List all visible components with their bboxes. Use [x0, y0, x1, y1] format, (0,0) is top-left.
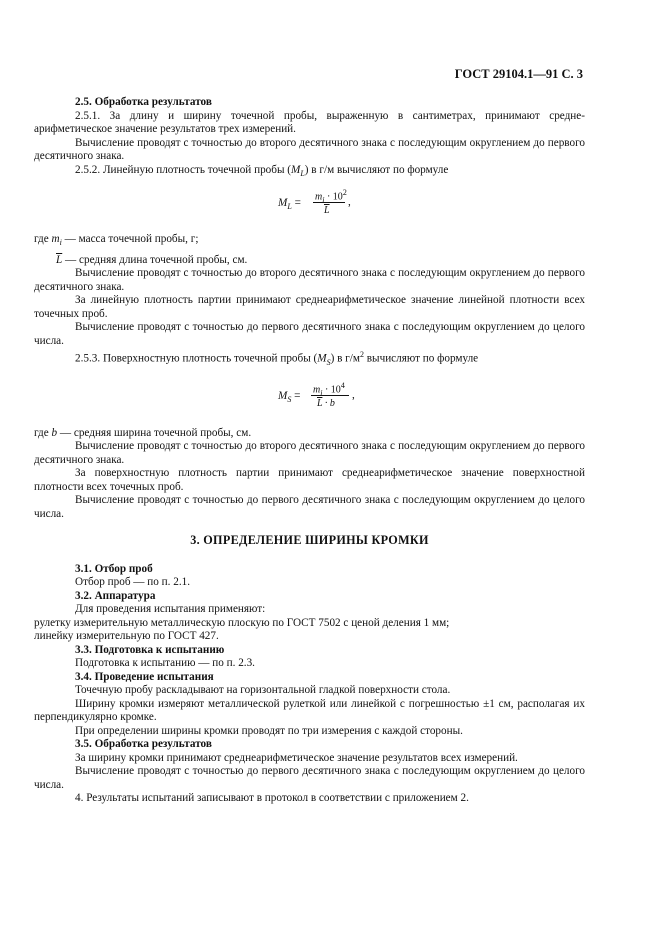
paragraph-2-5-2: 2.5.2. Линейную плотность точечной пробы $(M_L)$ в г/м вычисляют по формуле — [75, 163, 449, 178]
formula-where-mi: где $m_i$ — масса точечной пробы, г; — [34, 233, 199, 248]
formula-denominator: $\overline{L}$ — [324, 205, 330, 217]
list-item: рулетку измерительную металлическую плоскую по ГОСТ 7502 с ценой деления 1 мм; — [34, 616, 450, 629]
paragraph: Вычисление проводят с точностью до первого десятичного знака с последующим округлением до целого числа. — [34, 321, 585, 347]
formula-where-l: $\overline{L}$ — средняя длина точечной пробы, см. — [56, 253, 248, 266]
formula-numerator: $m_i \cdot 10^2$ — [315, 188, 347, 205]
paragraph-2-5-1: 2.5.1. За длину и ширину точечной пробы, выраженную в сантиметрах, принимают среднеарифметическое значение результатов трех измерений. — [34, 109, 585, 135]
section-3-5-title: 3.5. Обработка результатов — [75, 738, 212, 751]
formula-lhs: M — [278, 389, 288, 402]
paragraph: При определении ширины кромки проводят по три измерения с каждой стороны. — [75, 724, 463, 737]
document-body — [34, 96, 585, 806]
section-3-1-title: 3.1. Отбор проб — [75, 562, 153, 575]
formula-denominator: $\overline{L} \cdot b$ — [317, 397, 335, 409]
section-3-3-title: 3.3. Подготовка к испытанию — [75, 643, 225, 656]
formula-lhs: M — [278, 197, 288, 210]
section-3-4-title: 3.4. Проведение испытания — [75, 670, 214, 683]
formula-linear-density: $M_L$ = $m_i \cdot 10^2$ $\overline{L}$ , — [278, 188, 351, 217]
paragraph: Отбор проб — по п. 2.1. — [75, 576, 191, 589]
formula-surface-density: $M_S$ = $m_i \cdot 10^4$ $\overline{L} \cdot b$ , — [278, 380, 355, 409]
paragraph: Вычисление проводят с точностью до второго десятичного знака с последующим округлением до первого десятичного знака. — [34, 136, 585, 162]
paragraph: Точечную пробу раскладывают на горизонтальной гладкой поверхности стола. — [75, 684, 451, 697]
list-item: линейку измерительную по ГОСТ 427. — [34, 630, 219, 643]
paragraph: Подготовка к испытанию — по п. 2.3. — [75, 657, 255, 670]
paragraph: Для проведения испытания применяют: — [75, 603, 266, 616]
paragraph: Вычисление проводят с точностью до второго десятичного знака с последующим округлением до первого десятичного знака. — [34, 440, 585, 466]
paragraph: Вычисление проводят с точностью до первого десятичного знака с последующим округлением до целого числа. — [34, 765, 585, 791]
paragraph: За ширину кромки принимают среднеарифметическое значение результатов всех измерений. — [75, 751, 518, 764]
formula-where-b: где b — средняя ширина точечной пробы, см. — [34, 426, 252, 439]
paragraph: Вычисление проводят с точностью до второго десятичного знака с последующим округлением до первого десятичного знака. — [34, 267, 585, 293]
fraction-bar — [313, 202, 345, 203]
paragraph: Ширину кромки измеряют металлической рулеткой или линейкой с погрешностью ±1 см, располагая их перпендикулярно кромке. — [34, 697, 585, 724]
formula-numerator: $m_i \cdot 10^4$ — [313, 380, 345, 398]
section-4-text: 4. Результаты испытаний записывают в протокол в соответствии с приложением 2. — [75, 792, 469, 805]
paragraph: Вычисление проводят с точностью до первого десятичного знака с последующим округлением до целого числа. — [34, 494, 585, 520]
section-3-2-title: 3.2. Аппаратура — [75, 589, 156, 602]
section-2-5-title: 2.5. Обработка результатов — [75, 96, 212, 108]
page-header: ГОСТ 29104.1—91 С. 3 — [454, 67, 583, 81]
section-3-title: 3. ОПРЕДЕЛЕНИЕ ШИРИНЫ КРОМКИ — [190, 533, 429, 548]
paragraph-2-5-3: 2.5.3. Поверхностную плотность точечной пробы $(M_S)$ в $г/м^2$ вычисляют по формуле — [75, 350, 479, 368]
paragraph: За поверхностную плотность партии принимают среднеарифметическое значение поверхностной плотности всех точечных проб. — [34, 467, 585, 493]
fraction-bar — [311, 395, 349, 396]
paragraph: За линейную плотность партии принимают среднеарифметическое значение линейной плотности всех точечных проб. — [34, 294, 585, 320]
